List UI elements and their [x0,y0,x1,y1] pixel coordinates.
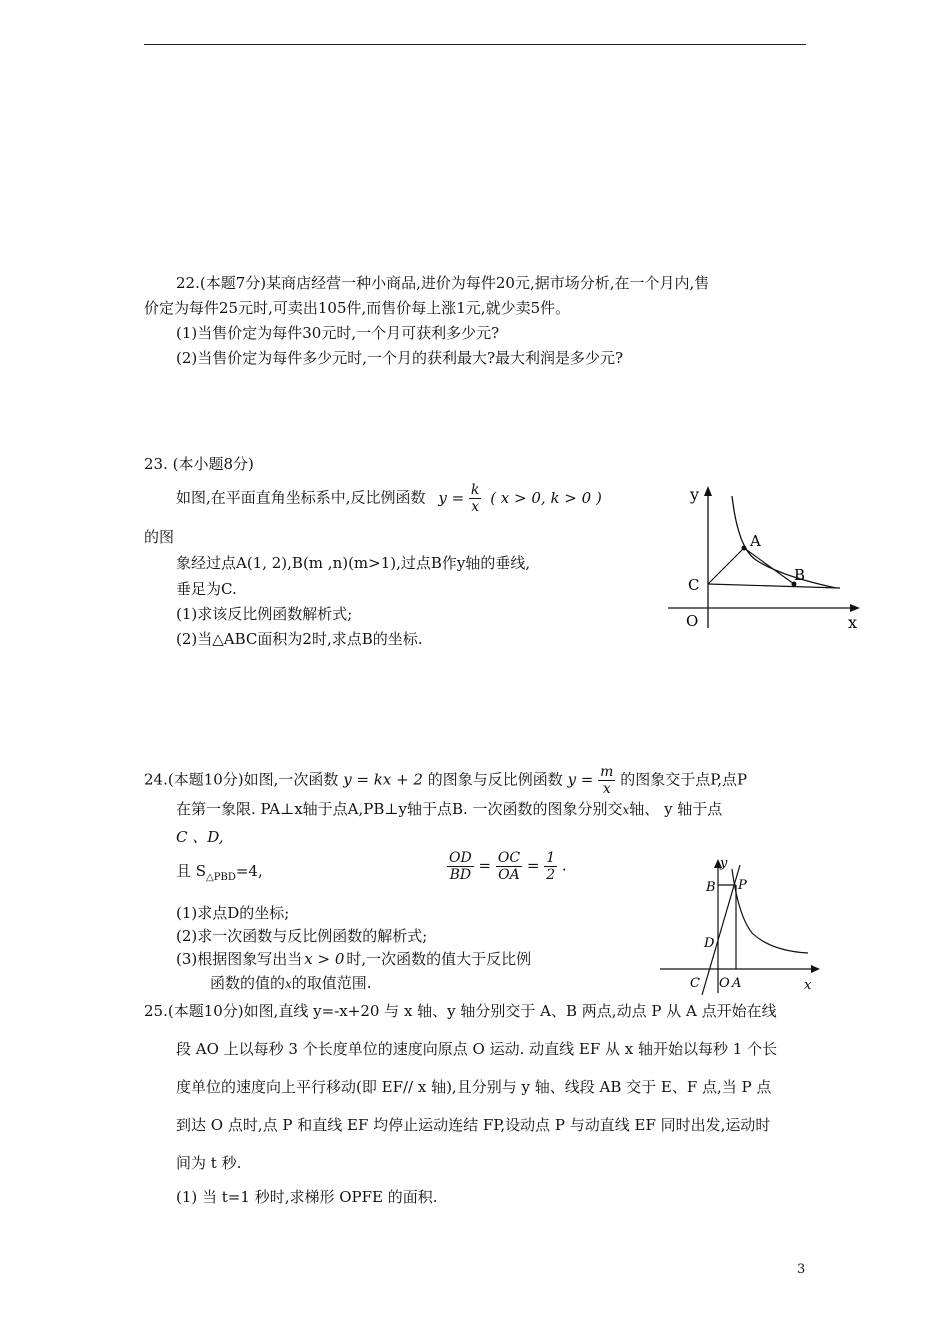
q23-label-c: C [688,576,700,594]
q24-part3-a: (3)根据图象写出当 [176,950,303,968]
q24-line1 [144,764,747,797]
page-number: 3 [797,1262,806,1277]
q24-part3-c: 函数的值的 [210,974,286,992]
q22-part1: (1)当售价定为每件30元时,一个月可获利多少元? [176,324,500,342]
q24-frac-den: x [602,781,611,797]
q24-eq-sign-1: = [478,856,492,875]
q24-label-d: D [704,936,715,951]
q25-line2: 段 AO 上以每秒 3 个长度单位的速度向原点 O 运动. 动直线 EF 从 x 轴开始以每秒 1 个长 [176,1040,778,1058]
q24-ratio3-den: 2 [546,867,556,883]
q24-part3-row2 [210,972,372,993]
q23-header: 23. (本小题8分) [144,455,254,473]
q24-line2-x: x [622,803,630,817]
q24-label-o: O [719,976,730,991]
q23-part1: (1)求该反比例函数解析式; [176,605,353,623]
q24-line3: C 、D, [176,828,224,846]
q24-label-x: x [804,978,812,993]
q25-line5: 间为 t 秒. [176,1154,242,1172]
q24-prefix: 24.(本题10分)如图,一次函数 [144,770,339,789]
q23-intro-line [176,482,602,515]
q24-ratio1-num: OD [449,850,472,866]
q24-period: . [561,856,567,875]
q24-eq2-lhs: y = [567,770,594,789]
q23-label-o: O [686,612,699,630]
q23-label-a: A [750,532,761,550]
q24-x-arrow [811,965,820,973]
q24-ratio-row [447,850,567,883]
q23-label-y: y [690,485,700,504]
q24-part3-x: x [285,977,292,991]
q24-part3-cond: x > 0 [304,950,345,968]
q22-part2: (2)当售价定为每件多少元时,一个月的获利最大?最大利润是多少元? [176,349,624,367]
q24-mid: 的图象与反比例函数 [427,770,563,789]
q23-intro: 如图,在平面直角坐标系中,反比例函数 [176,488,426,507]
q24-ratio1 [447,850,474,883]
q24-line2: 在第一象限. PA⊥x轴于点A,PB⊥y轴于点B. 一次函数的图象分别交 [176,800,623,818]
q23-frac-num: k [470,482,480,498]
q24-ratio3-num: 1 [546,850,556,866]
q24-label-p: P [738,878,747,893]
q24-ratio1-den: BD [449,867,472,883]
q23-figure [660,478,870,638]
q23-y-arrow [704,486,712,496]
q24-part2: (2)求一次函数与反比例函数的解析式; [176,927,428,945]
q24-fraction [598,764,615,797]
q25-line1: 25.(本题10分)如图,直线 y=-x+20 与 x 轴、y 轴分别交于 A、B 两点,动点 P 从 A 点开始在线 [144,1002,777,1020]
q24-area-post: =4, [235,862,263,880]
q24-ratio2 [496,850,522,883]
q23-part2: (2)当△ABC面积为2时,求点B的坐标. [176,630,423,648]
q23-label-x: x [848,613,858,632]
q23-label-b: B [794,566,806,584]
q23-point-a [742,546,747,551]
q24-area-sub: △PBD [206,872,236,883]
q23-condition: ( x > 0, k > 0 ) [490,488,602,507]
q23-eq-lhs: y = [438,488,465,507]
q24-label-b: B [706,880,716,895]
q24-label-c: C [690,976,700,991]
q23-line-ca [708,548,744,584]
q24-eq-sign-2: = [526,856,540,875]
q22-line2: 价定为每件25元时,可卖出105件,而售价每上涨1元,就少卖5件。 [144,299,571,317]
header-rule [144,44,806,45]
q24-ratio3 [544,850,557,883]
q24-label-a: A [732,976,742,991]
q24-frac-num: m [600,764,614,780]
q24-part3-d: 的取值范围. [291,974,372,992]
q22-line1: 22.(本题7分)某商店经营一种小商品,进价为每件20元,据市场分析,在一个月内,售 [176,274,710,292]
q24-line2-row [176,798,722,819]
q23-cont3: 垂足为C. [176,580,237,598]
q24-area-pre: 且 S [176,862,207,880]
q24-eq1: y = kx + 2 [343,770,423,789]
q24-suffix: 的图象交于点P,点P [620,770,748,789]
q25-part1: (1) 当 t=1 秒时,求梯形 OPFE 的面积. [176,1188,438,1206]
q23-cont1: 的图 [144,528,175,546]
q23-fraction [469,482,481,515]
q24-label-y: y [720,856,728,871]
q23-hyperbola [732,496,836,588]
q23-line-ab [744,548,794,584]
q25-line4: 到达 O 点时,点 P 和直线 EF 均停止运动连结 FP,设动点 P 与动直线 EF 同时出发,运动时 [176,1116,771,1134]
q24-line2-end: 轴、 y 轴于点 [629,800,723,818]
q23-x-arrow [850,604,860,612]
q25-line3: 度单位的速度向上平行移动(即 EF// x 轴),且分别与 y 轴、线段 AB 交于 E、F 点,当 P 点 [176,1078,772,1096]
q23-cont2: 象经过点A(1, 2),B(m ,n)(m>1),过点B作y轴的垂线, [176,554,531,572]
q24-figure [656,855,826,995]
q24-ratio2-num: OC [497,850,521,866]
q24-part3-row [176,948,531,969]
q24-ratio2-den: OA [498,867,520,883]
q24-area-row [176,860,263,883]
q23-frac-den: x [471,499,480,515]
q24-part3-b: 时,一次函数的值大于反比例 [346,950,532,968]
q24-part1: (1)求点D的坐标; [176,904,290,922]
